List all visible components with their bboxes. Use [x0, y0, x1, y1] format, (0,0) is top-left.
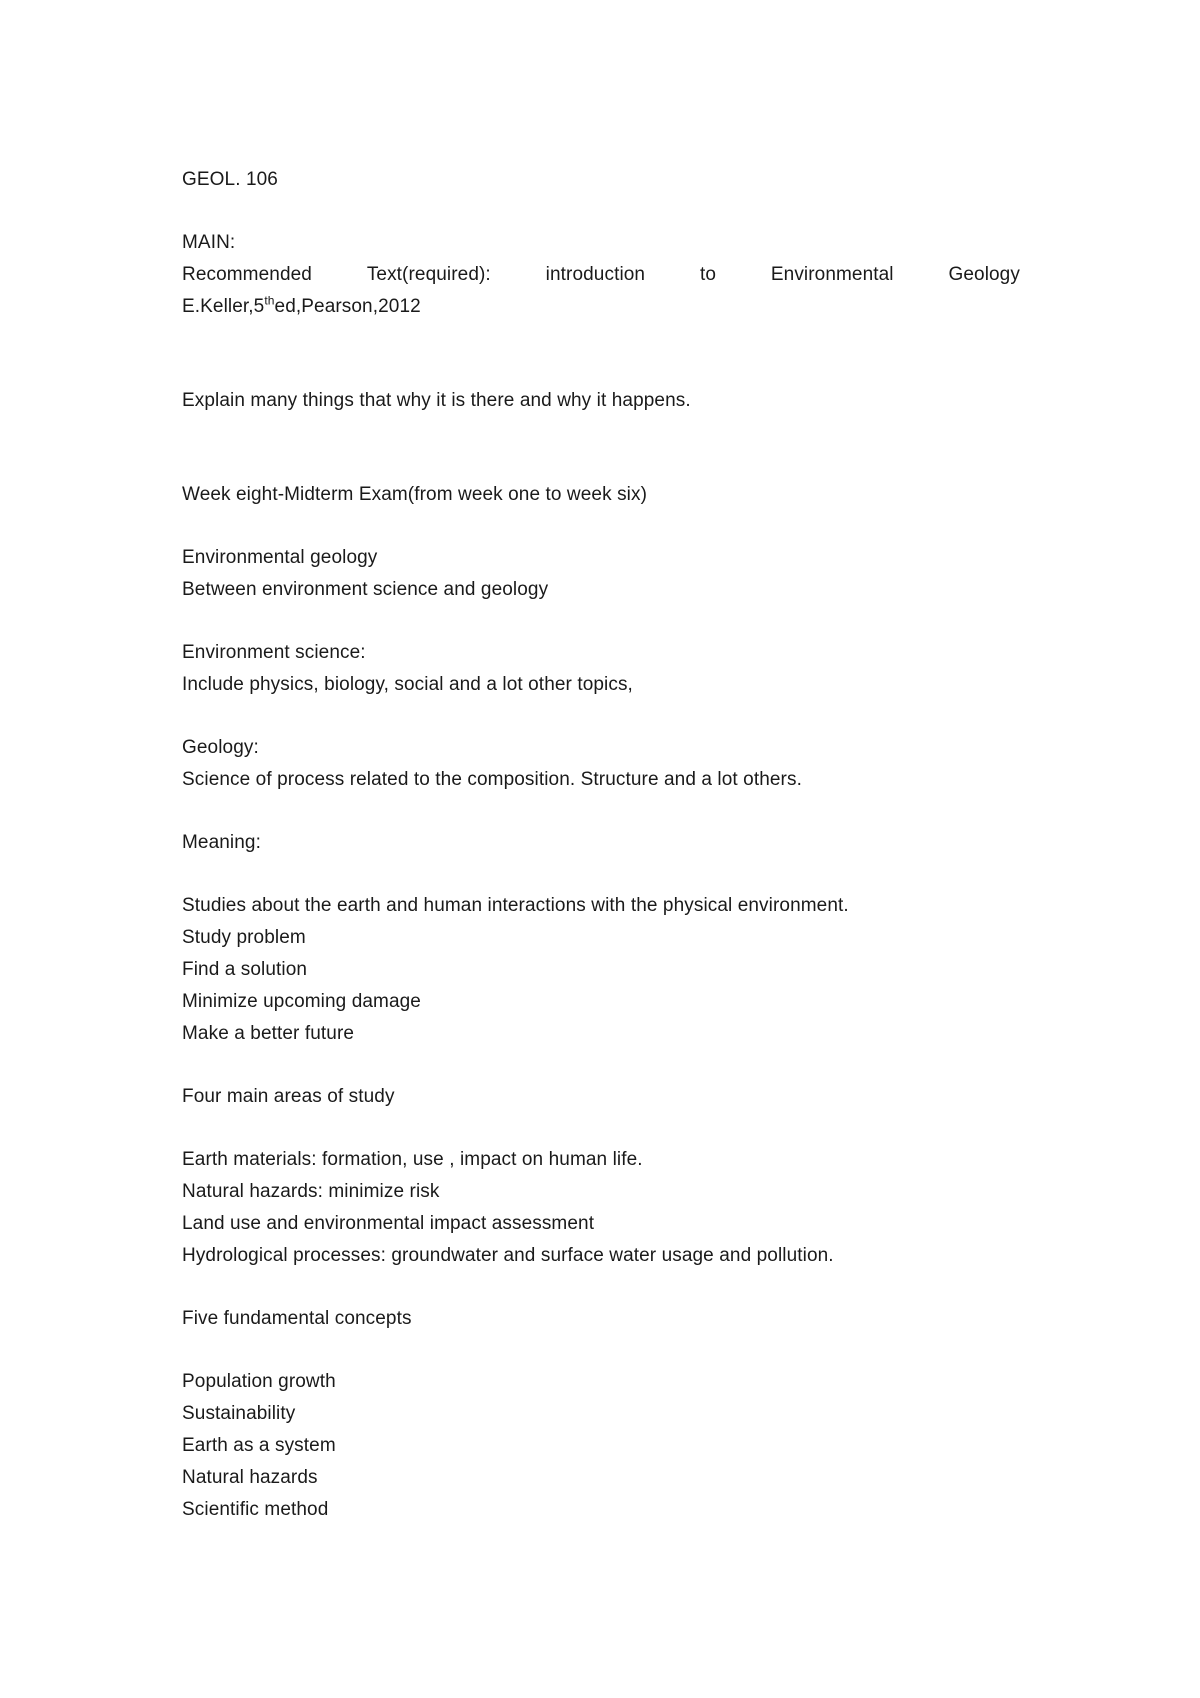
env-geology-desc: Between environment science and geology	[182, 579, 549, 600]
recommended-word: to	[699, 264, 717, 285]
recommended-word: Environmental	[770, 264, 894, 285]
recommended-text-line	[182, 259, 1020, 291]
list-item: Studies about the earth and human interactions with the physical environment.	[182, 895, 849, 916]
recommended-word: Recommended	[182, 264, 312, 285]
list-item: Population growth	[182, 1371, 336, 1392]
list-item: Minimize upcoming damage	[182, 991, 421, 1012]
list-item: Hydrological processes: groundwater and surface water usage and pollution.	[182, 1245, 834, 1266]
list-item: Sustainability	[182, 1403, 296, 1424]
citation-rest: ed,Pearson,2012	[274, 296, 421, 317]
list-item: Natural hazards: minimize risk	[182, 1181, 440, 1202]
meaning-heading: Meaning:	[182, 832, 261, 853]
list-item: Make a better future	[182, 1023, 355, 1044]
document-body	[182, 164, 1020, 1526]
recommended-word: Geology	[948, 264, 1020, 285]
recommended-word: Text(required):	[366, 264, 491, 285]
env-geology-heading: Environmental geology	[182, 547, 378, 568]
recommended-word: introduction	[545, 264, 646, 285]
main-label: MAIN:	[182, 232, 236, 253]
five-concepts-heading: Five fundamental concepts	[182, 1308, 412, 1329]
geology-heading: Geology:	[182, 737, 259, 758]
four-areas-heading: Four main areas of study	[182, 1086, 395, 1107]
citation-author: E.Keller,5	[182, 296, 265, 317]
list-item: Earth materials: formation, use , impact on human life.	[182, 1149, 643, 1170]
list-item: Land use and environmental impact assessment	[182, 1213, 595, 1234]
course-code: GEOL. 106	[182, 169, 278, 190]
citation-line	[182, 291, 1020, 323]
midterm-line: Week eight-Midterm Exam(from week one to week six)	[182, 484, 648, 505]
list-item: Earth as a system	[182, 1435, 336, 1456]
citation-edition-suffix: th	[264, 293, 275, 308]
list-item: Find a solution	[182, 959, 308, 980]
list-item: Study problem	[182, 927, 306, 948]
env-science-heading: Environment science:	[182, 642, 366, 663]
list-item: Scientific method	[182, 1499, 329, 1520]
env-science-desc: Include physics, biology, social and a lot other topics,	[182, 674, 633, 695]
geology-desc: Science of process related to the composition. Structure and a lot others.	[182, 769, 802, 790]
intro-line: Explain many things that why it is there and why it happens.	[182, 390, 691, 411]
list-item: Natural hazards	[182, 1467, 318, 1488]
